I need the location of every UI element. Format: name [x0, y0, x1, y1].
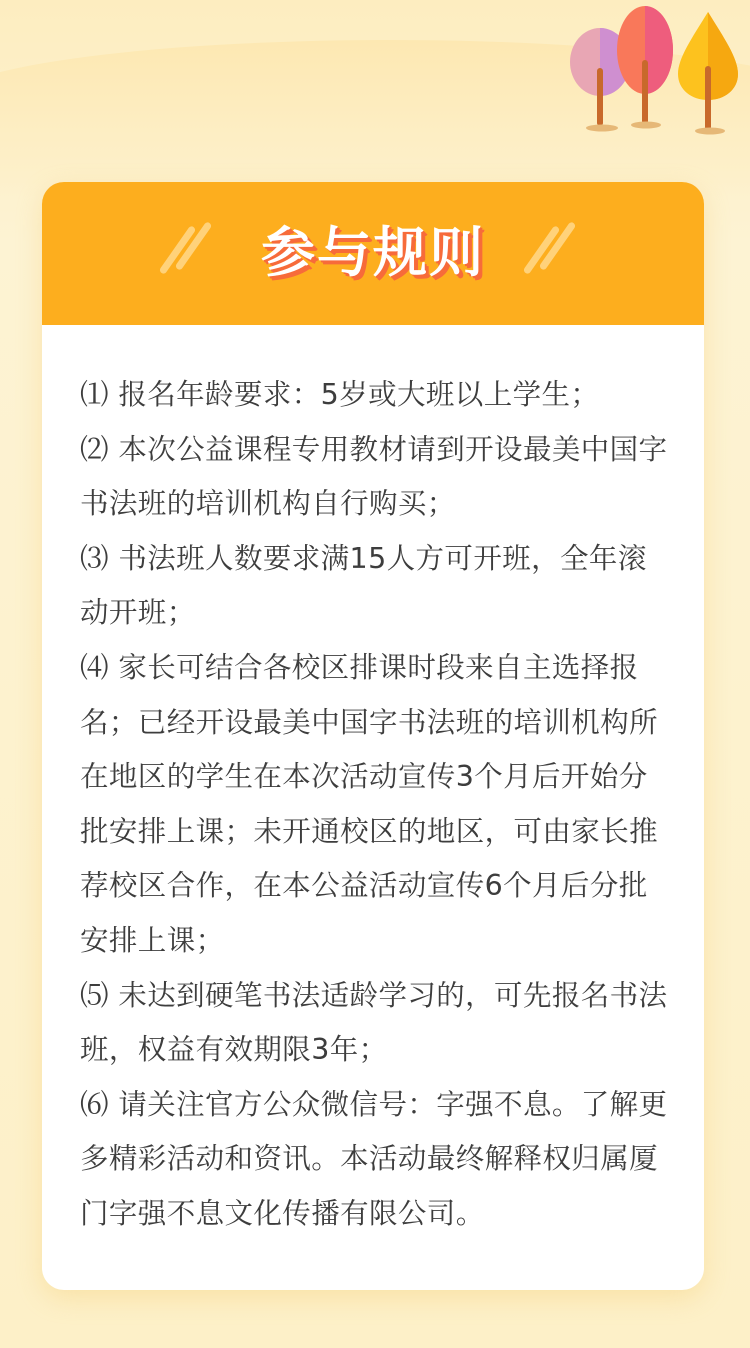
slash-decoration-icon [524, 220, 584, 280]
trees-illustration [560, 0, 750, 145]
card-header [42, 182, 704, 325]
rules-card [42, 182, 704, 1290]
rule-item: ⑴ 报名年龄要求：5岁或大班以上学生； [80, 378, 600, 411]
rules-list [80, 368, 670, 1242]
tree-red-icon [617, 6, 673, 129]
page-title: 参与规则 [261, 221, 485, 284]
rule-item: ⑶ 书法班人数要求满15人方可开班，全年滚动开班； [80, 541, 647, 630]
rule-item: ⑹ 请关注官方公众微信号：字强不息。了解更多精彩活动和资讯。本活动最终解释权归属厦门字强不息文化传播有限公司。 [80, 1087, 668, 1230]
rule-item: ⑸ 未达到硬笔书法适龄学习的，可先报名书法班，权益有效期限3年； [80, 978, 668, 1067]
rule-item: ⑵ 本次公益课程专用教材请到开设最美中国字书法班的培训机构自行购买； [80, 432, 668, 521]
rule-item: ⑷ 家长可结合各校区排课时段来自主选择报名；已经开设最美中国字书法班的培训机构所在地区的学生在本次活动宣传3个月后开始分批安排上课；未开通校区的地区，可由家长推荐校区合作，在本公益活动宣传6个月后分批安排上课； [80, 650, 659, 957]
tree-yellow-icon [678, 12, 738, 135]
